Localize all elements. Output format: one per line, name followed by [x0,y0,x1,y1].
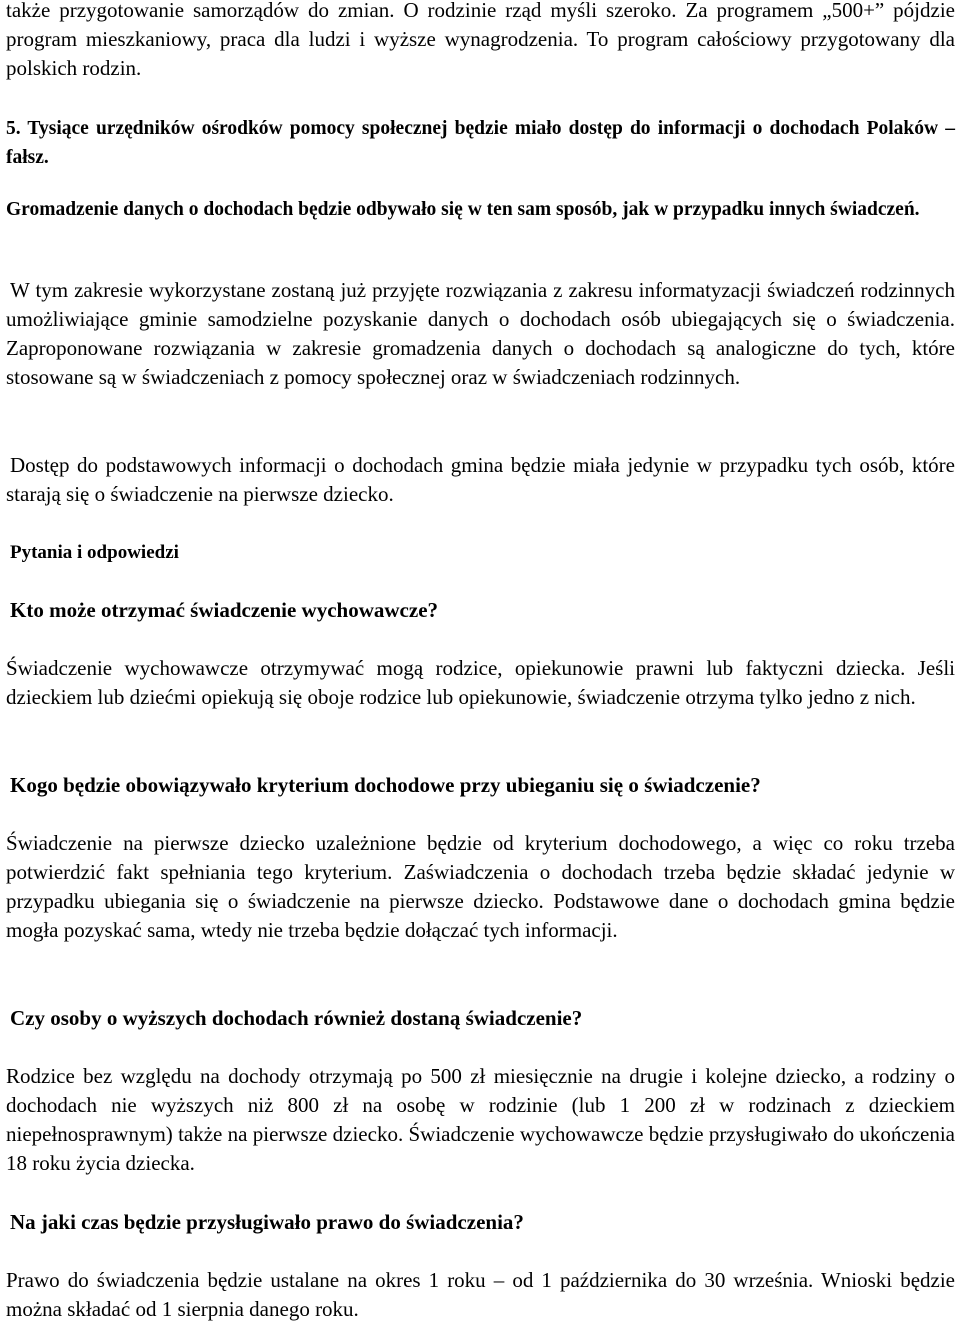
question-3: Czy osoby o wyższych dochodach również dostaną świadczenie? [10,1006,583,1030]
question-4: Na jaki czas będzie przysługiwało prawo do świadczenia? [10,1210,524,1234]
question-2: Kogo będzie obowiązywało kryterium dochodowe przy ubieganiu się o świadczenie? [10,773,761,797]
answer-1: Świadczenie wychowawcze otrzymywać mogą rodzice, opiekunowie prawni lub faktyczni dziecka. Jeśli dzieckiem lub dziećmi opiekują się oboje rodzice lub opiekunowie, świadczenie otrzyma tylko jedno z nich. [6,656,955,709]
paragraph-informatization: W tym zakresie wykorzystane zostaną już przyjęte rozwiązania z zakresu informatyzacji świadczeń rodzinnych umożliwiające gminie samodzielne pozyskanie danych o dochodach osób ubiegających się o świadczenia. Zaproponowane rozwiązania w zakresie gromadzenia danych o dochodach są analogiczne do tych, które stosowane są w świadczeniach z pomocy społecznej oraz w świadczeniach rodzinnych. [6,278,955,389]
paragraph-point-5: 5. Tysiące urzędników ośrodków pomocy społecznej będzie miało dostęp do informacji o dochodach Polaków – fałsz. [6,118,955,168]
answer-3: Rodzice bez względu na dochody otrzymają po 500 zł miesięcznie na drugie i kolejne dziecko, a rodziny o dochodach nie wyższych niż 800 zł na osobę w rodzinie (lub 1 200 zł w rodzinach z dzieckiem niepełnosprawnym) także na pierwsze dziecko. Świadczenie wychowawcze będzie przysługiwało do ukończenia 18 roku życia dziecka. [6,1064,955,1175]
paragraph-data-collection: Gromadzenie danych o dochodach będzie odbywało się w ten sam sposób, jak w przypadku innych świadczeń. [6,199,920,220]
question-1: Kto może otrzymać świadczenie wychowawcze? [10,598,439,622]
answer-4: Prawo do świadczenia będzie ustalane na okres 1 roku – od 1 października do 30 września. Wnioski będzie można składać od 1 sierpnia danego roku. [6,1268,955,1321]
answer-2: Świadczenie na pierwsze dziecko uzależnione będzie od kryterium dochodowego, a więc co roku trzeba potwierdzić fakt spełniania tego kryterium. Zaświadczenia o dochodach trzeba będzie składać jedynie w przypadku ubiegania się o świadczenie na pierwsze dziecko. Podstawowe dane o dochodach gmina będzie mogła pozyskać sama, wtedy nie trzeba będzie dołączać tych informacji. [6,831,955,942]
section-title-qa: Pytania i odpowiedzi [10,542,179,563]
paragraph-access: Dostęp do podstawowych informacji o dochodach gmina będzie miała jedynie w przypadku tych osób, które starają się o świadczenie na pierwsze dziecko. [6,453,955,506]
paragraph-intro: także przygotowanie samorządów do zmian. O rodzinie rząd myśli szeroko. Za programem „500+” pójdzie program mieszkaniowy, praca dla ludzi i wyższe wynagrodzenia. To program całościowy przygotowany dla polskich rodzin. [6,0,955,80]
